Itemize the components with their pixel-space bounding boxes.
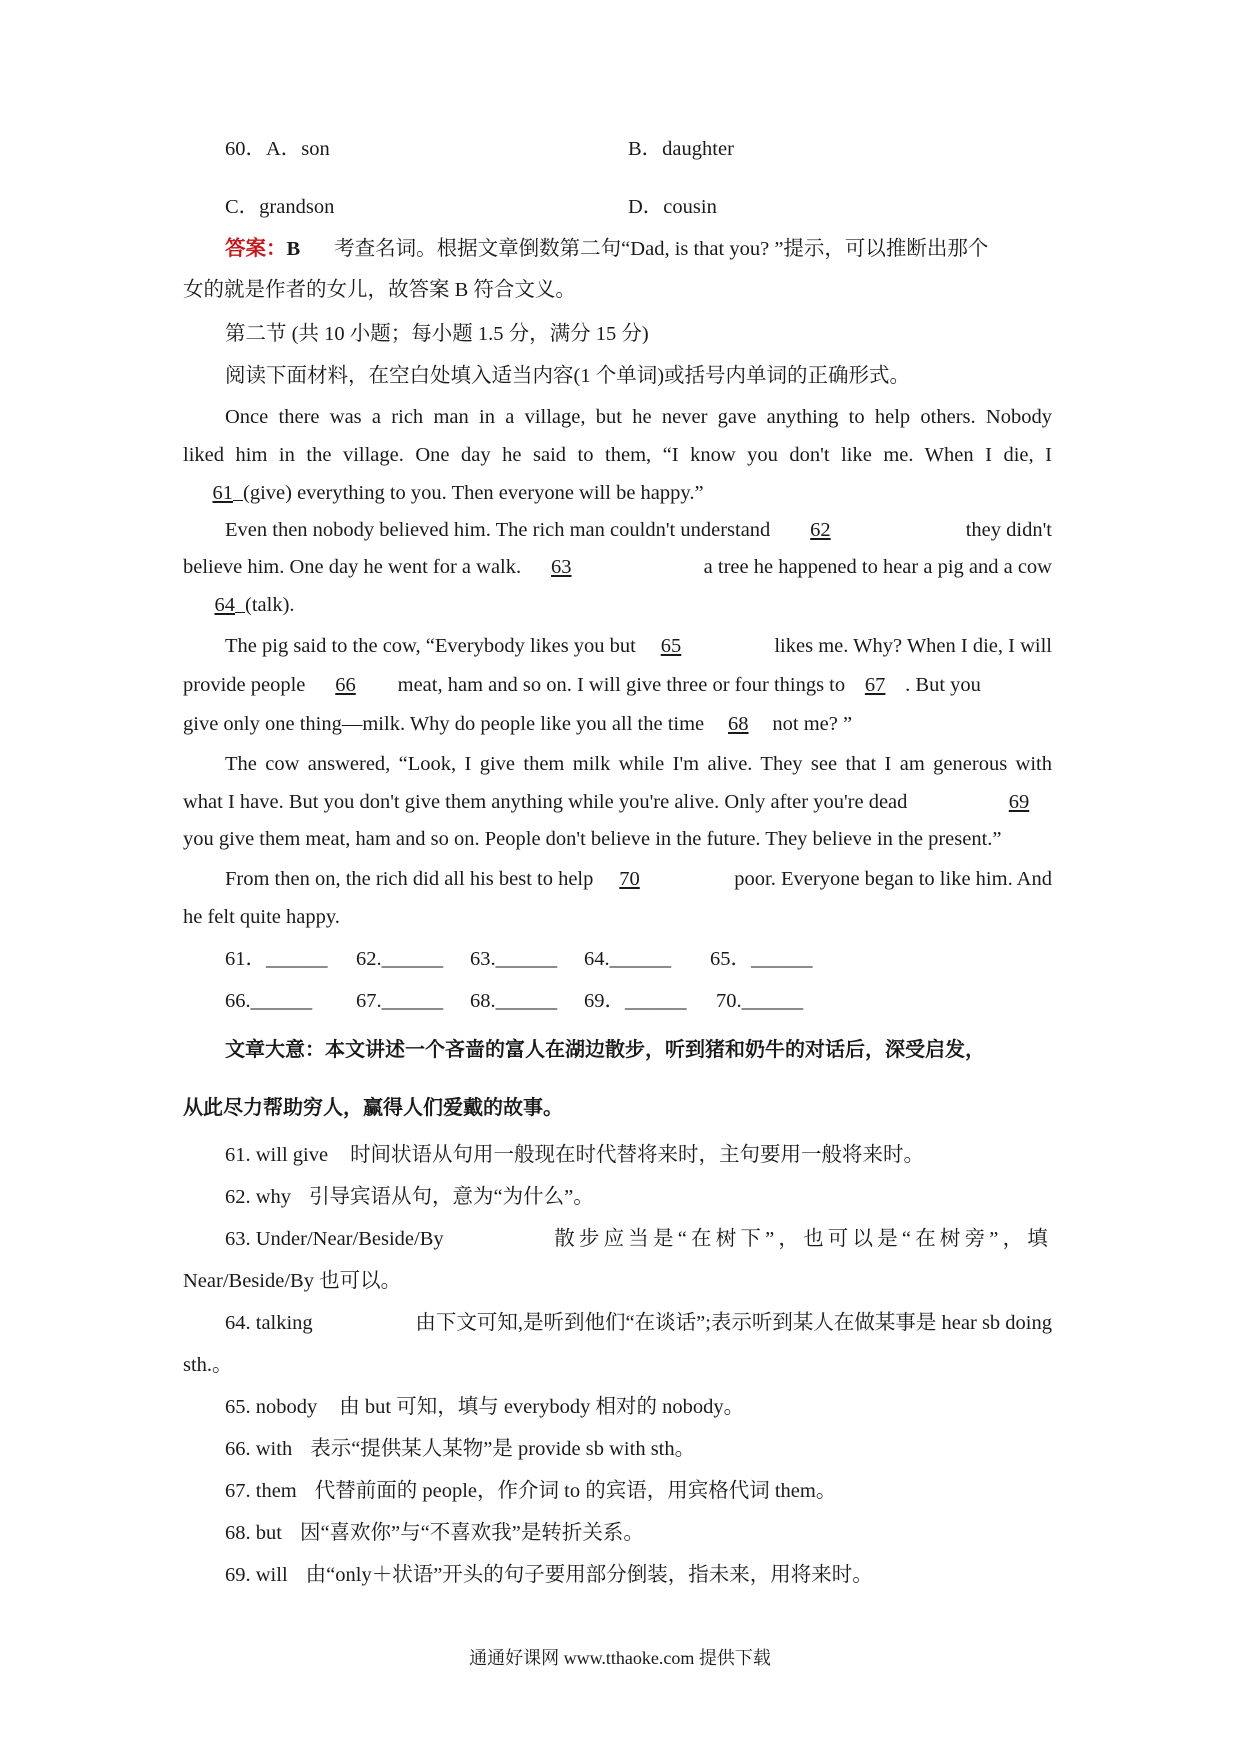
answer-explanation: 由 but 可知，填与 everybody 相对的 nobody。	[339, 1396, 745, 1418]
answer-label: 答案：	[225, 238, 287, 260]
answer-item	[225, 1392, 744, 1422]
passage-line	[183, 787, 1052, 817]
answer-explanation: 考查名词。根据文章倒数第二句“Dad, is that you? ”提示，可以推断出那个	[334, 238, 989, 260]
answer-key: 64. talking	[225, 1312, 313, 1334]
blank-62: 62	[810, 519, 831, 541]
answer-item	[225, 1476, 836, 1506]
answer-item-cont: Near/Beside/By 也可以。	[183, 1270, 402, 1292]
passage-text: a tree he happened to hear a pig and a cow	[703, 556, 1052, 578]
option-d: D．cousin	[628, 196, 717, 218]
passage-line	[183, 709, 852, 739]
passage-text: (give) everything to you. Then everyone will be happy.”	[243, 482, 704, 504]
answer-key: 68. but	[225, 1522, 282, 1544]
answer-key: 62. why	[225, 1186, 292, 1208]
blank-61: 61	[212, 482, 233, 504]
answer-key: 66. with	[225, 1438, 293, 1460]
passage-text: From then on, the rich did all his best to help	[225, 868, 594, 890]
blank-68: 68	[728, 713, 749, 735]
answer-explanation: 因“喜欢你”与“不喜欢我”是转折关系。	[299, 1522, 644, 1544]
passage-text: . But you	[905, 674, 981, 696]
page-footer: 通通好课网 www.tthaoke.com 提供下载	[469, 1648, 771, 1668]
blank-70: 70	[619, 868, 640, 890]
answer-blank-66: 66.______	[225, 990, 313, 1012]
blank-69: 69	[1008, 791, 1030, 813]
passage-line	[225, 631, 1052, 661]
answer-letter: B	[286, 238, 301, 260]
passage-line	[183, 590, 295, 620]
summary-line: 从此尽力帮助穷人，赢得人们爱戴的故事。	[183, 1095, 563, 1119]
passage-line: you give them meat, ham and so on. People don't believe in the future. They believe in the present.”	[183, 828, 1002, 850]
answer-blank-61: 61．______	[225, 948, 328, 970]
passage-line: liked him in the village. One day he said to them, “I know you don't like me. When I die, I	[183, 444, 1052, 466]
passage-line: he felt quite happy.	[183, 906, 340, 928]
passage-text: poor. Everyone began to like him. And	[734, 868, 1052, 890]
blank-64: 64	[214, 594, 235, 616]
answer-explanation: 由“only＋状语”开头的句子要用部分倒装，指未来，用将来时。	[305, 1564, 873, 1586]
passage-line: Once there was a rich man in a village, but he never gave anything to help others. Nobody	[225, 406, 1052, 428]
passage-text: provide people	[183, 674, 306, 696]
answer-blank-70: 70.______	[716, 990, 804, 1012]
blank-66: 66	[335, 674, 356, 696]
answer-key: 63. Under/Near/Beside/By	[225, 1228, 444, 1250]
passage-text: Even then nobody believed him. The rich man couldn't understand	[225, 519, 771, 541]
passage-text: what I have. But you don't give them anything while you're alive. Only after you're dead	[183, 791, 908, 813]
answer-blank-64: 64.______	[584, 948, 672, 970]
option-a: 60．A．son	[225, 138, 330, 160]
answer-blank-63: 63.______	[470, 948, 558, 970]
answer-explanation: 散步应当是“在树下”，也可以是“在树旁”，填	[554, 1228, 1052, 1250]
passage-text: not me? ”	[772, 713, 853, 735]
passage-line	[225, 515, 1052, 545]
answer-explanation: 代替前面的 people，作介词 to 的宾语，用宾格代词 them。	[314, 1480, 837, 1502]
answer-item	[225, 1434, 695, 1464]
passage-text: give only one thing—milk. Why do people like you all the time	[183, 713, 705, 735]
answer-explanation: 时间状语从句用一般现在时代替将来时，主句要用一般将来时。	[350, 1144, 925, 1166]
option-c: C．grandson	[225, 196, 335, 218]
answer-item	[225, 1224, 1052, 1254]
answer-explanation: 引导宾语从句，意为“为什么”。	[309, 1186, 594, 1208]
answer-key: 69. will	[225, 1564, 288, 1586]
answer-item	[225, 1518, 644, 1548]
answer-key: 61. will give	[225, 1144, 329, 1166]
answer-item	[225, 1140, 924, 1170]
passage-line	[183, 552, 1052, 582]
answer-blank-67: 67.______	[356, 990, 444, 1012]
passage-line	[183, 478, 704, 508]
answer-60	[225, 234, 988, 264]
answer-blank-65: 65．______	[710, 948, 813, 970]
answer-item	[225, 1308, 1052, 1338]
answer-blank-69: 69．______	[584, 990, 687, 1012]
passage-line	[183, 670, 1052, 700]
passage-text: believe him. One day he went for a walk.	[183, 556, 522, 578]
blank-63: 63	[551, 556, 572, 578]
answer-explanation: 由下文可知,是听到他们“在谈话”;表示听到某人在做某事是 hear sb doing	[415, 1312, 1052, 1334]
passage-line	[225, 864, 1052, 894]
answer-item	[225, 1182, 594, 1212]
answer-explanation-cont: 女的就是作者的女儿，故答案 B 符合文义。	[183, 279, 576, 301]
section-instruction: 阅读下面材料，在空白处填入适当内容(1 个单词)或括号内单词的正确形式。	[225, 365, 911, 387]
answer-item	[225, 1560, 873, 1590]
answer-item-cont: sth.。	[183, 1354, 233, 1376]
passage-text: The pig said to the cow, “Everybody likes you but	[225, 635, 636, 657]
summary-line: 文章大意：本文讲述一个吝啬的富人在湖边散步，听到猪和奶牛的对话后，深受启发，	[225, 1037, 985, 1061]
answer-key: 65. nobody	[225, 1396, 318, 1418]
answer-blank-62: 62.______	[356, 948, 444, 970]
answer-explanation: 表示“提供某人某物”是 provide sb with sth。	[310, 1438, 696, 1460]
passage-line: The cow answered, “Look, I give them milk while I'm alive. They see that I am generous with	[225, 753, 1052, 775]
blank-67: 67	[864, 674, 886, 696]
passage-text: (talk).	[245, 594, 295, 616]
passage-text: meat, ham and so on. I will give three or four things to	[397, 674, 846, 696]
answer-blank-68: 68.______	[470, 990, 558, 1012]
answer-key: 67. them	[225, 1480, 297, 1502]
passage-text: they didn't	[965, 519, 1052, 541]
passage-text: likes me. Why? When I die, I will	[774, 635, 1052, 657]
option-b: B．daughter	[628, 138, 734, 160]
blank-65: 65	[660, 635, 682, 657]
section-heading: 第二节 (共 10 小题；每小题 1.5 分，满分 15 分)	[225, 323, 649, 345]
